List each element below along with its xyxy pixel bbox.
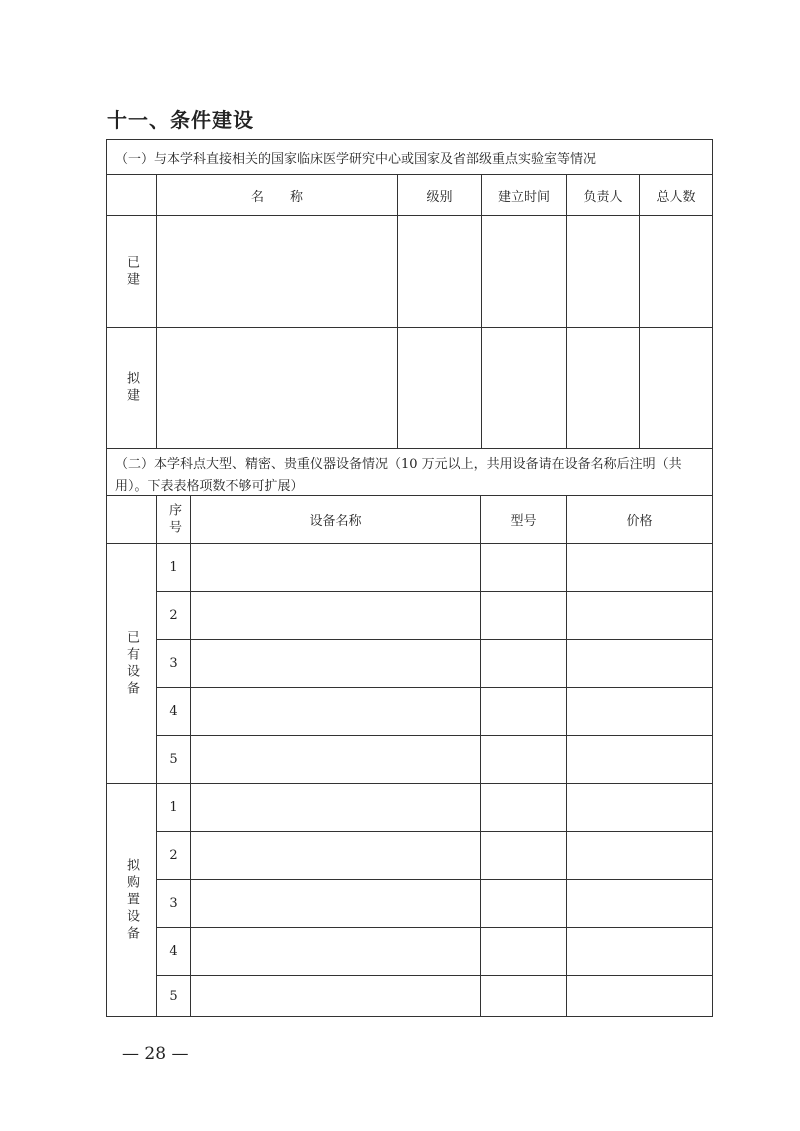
section1-input-cell[interactable] bbox=[397, 215, 482, 328]
row-number-text: 3 bbox=[169, 896, 178, 911]
row-number bbox=[156, 639, 191, 688]
row-number-text: 2 bbox=[169, 608, 178, 623]
section2-header-0-text: 序号 bbox=[166, 502, 181, 537]
section2-input-cell[interactable] bbox=[480, 687, 567, 736]
page-heading: 十一、条件建设 bbox=[107, 108, 254, 132]
section2-input-cell[interactable] bbox=[190, 831, 481, 880]
row-number bbox=[156, 591, 191, 640]
row-number bbox=[156, 783, 191, 832]
section1-header-2-text: 建立时间 bbox=[497, 189, 550, 205]
section2-title-text: （二）本学科点大型、精密、贵重仪器设备情况（10 万元以上，共用设备请在设备名称后注明（共用）。下表表格项数不够可扩展） bbox=[115, 457, 682, 494]
row-number bbox=[156, 543, 191, 592]
section2-input-cell[interactable] bbox=[566, 879, 713, 928]
section2-input-cell[interactable] bbox=[190, 591, 481, 640]
header-blank bbox=[106, 495, 157, 544]
section2-input-cell[interactable] bbox=[566, 735, 713, 784]
section2-input-cell[interactable] bbox=[480, 879, 567, 928]
section1-input-cell[interactable] bbox=[639, 327, 713, 449]
section1-header-3-text: 负责人 bbox=[583, 189, 623, 205]
section1-header-4-text: 总人数 bbox=[656, 189, 696, 205]
row-number-text: 3 bbox=[169, 656, 178, 671]
section2-input-cell[interactable] bbox=[566, 639, 713, 688]
section2-input-cell[interactable] bbox=[190, 639, 481, 688]
section2-input-cell[interactable] bbox=[190, 687, 481, 736]
section1-header-1-text: 级别 bbox=[426, 189, 453, 205]
section2-input-cell[interactable] bbox=[480, 591, 567, 640]
section2-group-label-1-text: 拟购置设备 bbox=[124, 857, 139, 943]
section1-header-3 bbox=[566, 174, 640, 216]
section2-group-label-1 bbox=[106, 783, 157, 1017]
row-number-text: 4 bbox=[169, 704, 178, 719]
row-number bbox=[156, 879, 191, 928]
section1-header-0 bbox=[156, 174, 398, 216]
section2-input-cell[interactable] bbox=[190, 735, 481, 784]
section2-input-cell[interactable] bbox=[190, 975, 481, 1017]
section1-input-cell[interactable] bbox=[156, 327, 398, 449]
section1-header-4 bbox=[639, 174, 713, 216]
header-blank bbox=[106, 174, 157, 216]
row-number-text: 4 bbox=[169, 944, 178, 959]
section2-input-cell[interactable] bbox=[566, 831, 713, 880]
section1-title-text: （一）与本学科直接相关的国家临床医学研究中心或国家及省部级重点实验室等情况 bbox=[115, 151, 597, 167]
section1-row-label-1 bbox=[106, 327, 157, 449]
section2-input-cell[interactable] bbox=[480, 927, 567, 976]
section1-row-label-0-text: 已建 bbox=[124, 254, 139, 289]
section1-header-0-text: 名 称 bbox=[250, 189, 303, 205]
section2-group-label-0-text: 已有设备 bbox=[124, 629, 139, 698]
section2-input-cell[interactable] bbox=[480, 975, 567, 1017]
section2-input-cell[interactable] bbox=[480, 831, 567, 880]
row-number bbox=[156, 927, 191, 976]
row-number-text: 5 bbox=[169, 752, 178, 767]
section1-input-cell[interactable] bbox=[639, 215, 713, 328]
row-number bbox=[156, 735, 191, 784]
section1-header-2 bbox=[481, 174, 567, 216]
section1-title bbox=[106, 139, 713, 175]
section2-input-cell[interactable] bbox=[190, 927, 481, 976]
row-number bbox=[156, 975, 191, 1017]
section2-header-2 bbox=[480, 495, 567, 544]
section1-input-cell[interactable] bbox=[481, 327, 567, 449]
section2-input-cell[interactable] bbox=[566, 927, 713, 976]
section1-input-cell[interactable] bbox=[566, 215, 640, 328]
section2-input-cell[interactable] bbox=[190, 879, 481, 928]
section2-title bbox=[106, 448, 713, 496]
section2-header-2-text: 型号 bbox=[510, 514, 537, 529]
section1-row-label-1-text: 拟建 bbox=[124, 371, 139, 405]
section2-input-cell[interactable] bbox=[566, 591, 713, 640]
section2-input-cell[interactable] bbox=[190, 783, 481, 832]
row-number-text: 1 bbox=[169, 560, 178, 575]
section2-input-cell[interactable] bbox=[566, 687, 713, 736]
section2-input-cell[interactable] bbox=[566, 975, 713, 1017]
section2-group-label-0 bbox=[106, 543, 157, 784]
section2-input-cell[interactable] bbox=[480, 639, 567, 688]
section2-input-cell[interactable] bbox=[190, 543, 481, 592]
row-number bbox=[156, 687, 191, 736]
section2-header-1 bbox=[190, 495, 481, 544]
section1-input-cell[interactable] bbox=[481, 215, 567, 328]
section2-input-cell[interactable] bbox=[480, 735, 567, 784]
section2-header-3-text: 价格 bbox=[626, 514, 653, 529]
row-number-text: 5 bbox=[169, 988, 178, 1004]
section1-input-cell[interactable] bbox=[566, 327, 640, 449]
section2-header-1-text: 设备名称 bbox=[309, 514, 362, 529]
section2-input-cell[interactable] bbox=[566, 543, 713, 592]
section2-input-cell[interactable] bbox=[480, 783, 567, 832]
row-number bbox=[156, 831, 191, 880]
section1-row-label-0 bbox=[106, 215, 157, 328]
section2-input-cell[interactable] bbox=[480, 543, 567, 592]
row-number-text: 2 bbox=[169, 848, 178, 863]
section1-input-cell[interactable] bbox=[156, 215, 398, 328]
section2-input-cell[interactable] bbox=[566, 783, 713, 832]
row-number-text: 1 bbox=[169, 800, 178, 815]
section2-header-3 bbox=[566, 495, 713, 544]
section2-header-0 bbox=[156, 495, 191, 544]
section1-header-1 bbox=[397, 174, 482, 216]
page-number: — 28 — bbox=[122, 1044, 189, 1064]
section1-input-cell[interactable] bbox=[397, 327, 482, 449]
